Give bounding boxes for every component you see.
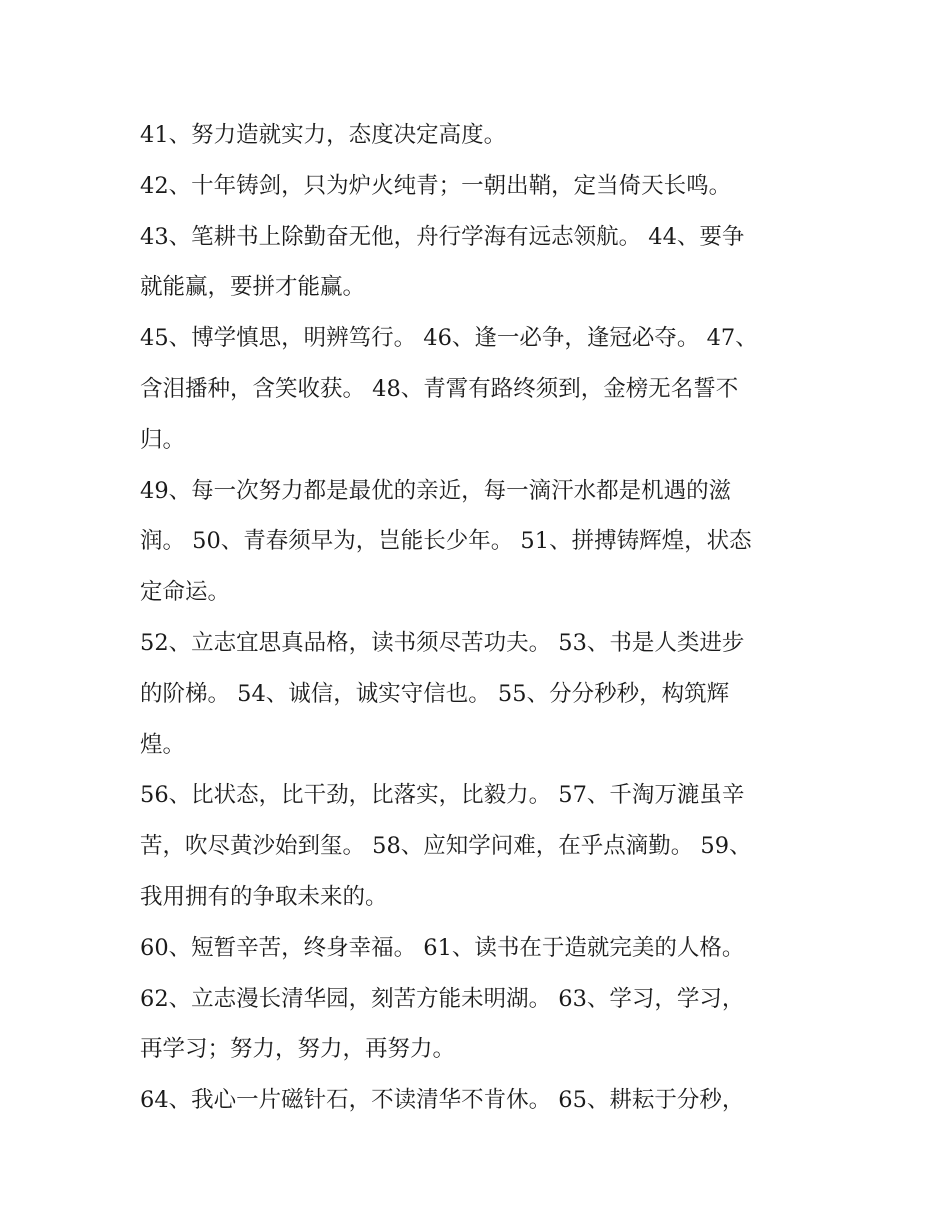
document-body xyxy=(140,110,800,1126)
text-line-9: 润。 50、青春须早为，岂能长少年。 51、拼搏铸辉煌，状态 xyxy=(140,528,752,555)
text-line-15: 苦，吹尽黄沙始到玺。 58、应知学问难，在乎点滴勤。 59、 xyxy=(140,833,752,860)
text-line-17: 60、短暂辛苦，终身幸福。 61、读书在于造就完美的人格。 xyxy=(140,934,745,961)
text-line-1: 41、努力造就实力，态度决定高度。 xyxy=(140,122,507,148)
text-line-14: 56、比状态，比干劲，比落实，比毅力。 57、千淘万漉虽辛 xyxy=(140,782,745,809)
text-line-10: 定命运。 xyxy=(140,579,231,606)
text-line-18: 62、立志漫长清华园，刻苦方能未明湖。 63、学习，学习， xyxy=(140,985,745,1012)
text-line-5: 45、博学慎思，明辨笃行。 46、逢一必争，逢冠必夺。 47、 xyxy=(140,325,758,352)
text-line-11: 52、立志宜思真品格，读书须尽苦功夫。 53、书是人类进步 xyxy=(140,629,745,656)
text-line-16: 我用拥有的争取未来的。 xyxy=(140,883,388,910)
text-line-6: 含泪播种，含笑收获。 48、青霄有路终须到，金榜无名誓不 xyxy=(140,375,739,402)
text-line-7: 归。 xyxy=(140,426,186,453)
text-line-13: 煌。 xyxy=(140,731,186,758)
text-line-19: 再学习；努力，努力，再努力。 xyxy=(140,1036,456,1063)
text-line-12: 的阶梯。 54、诚信，诚实守信也。 55、分分秒秒，构筑辉 xyxy=(140,680,730,707)
text-line-2: 42、十年铸剑，只为炉火纯青；一朝出鞘，定当倚天长鸣。 xyxy=(140,172,732,199)
text-line-20: 64、我心一片磁针石，不读清华不肯休。 65、耕耘于分秒， xyxy=(140,1087,745,1114)
text-line-4: 就能赢，要拼才能赢。 xyxy=(140,274,366,301)
text-line-3: 43、笔耕书上除勤奋无他，舟行学海有远志领航。 44、要争 xyxy=(140,223,745,250)
text-line-8: 49、每一次努力都是最优的亲近，每一滴汗水都是机遇的滋 xyxy=(140,477,732,504)
